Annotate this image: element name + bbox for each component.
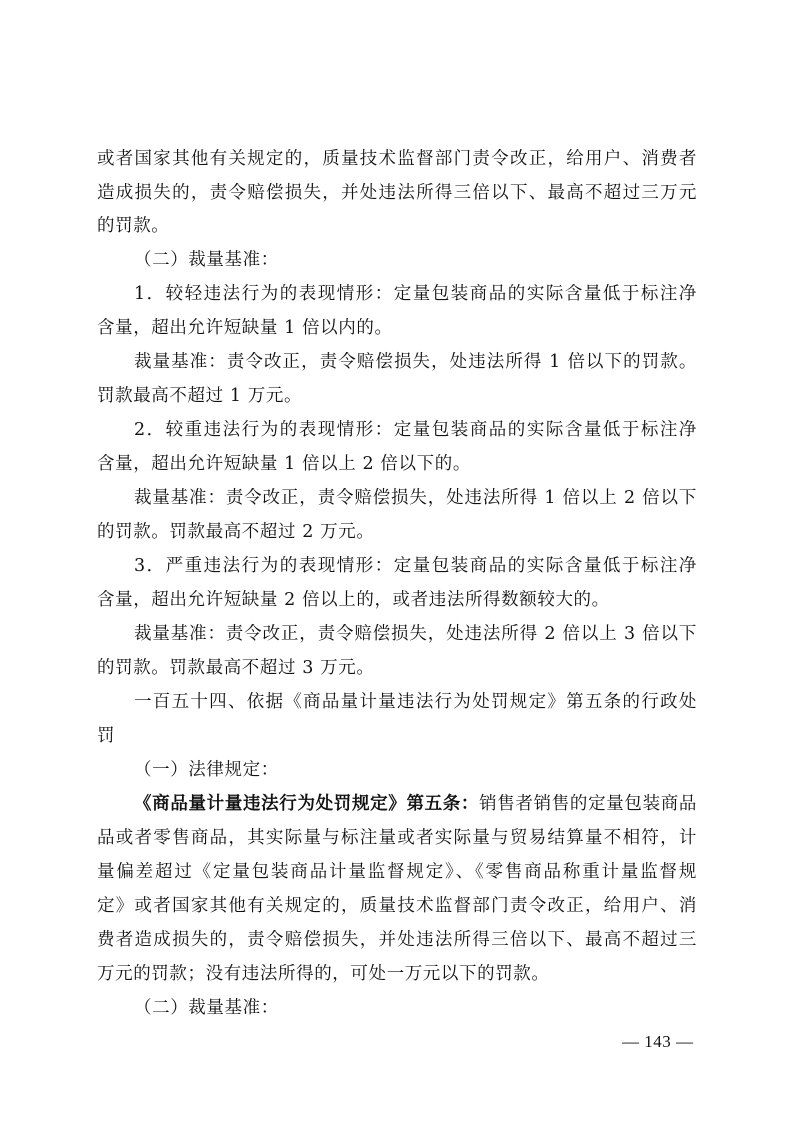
paragraph-line: 含量，超出允许短缺量 2 倍以上的，或者违法所得数额较大的。 bbox=[97, 590, 610, 610]
section-heading: （二）裁量基准： bbox=[134, 250, 279, 270]
paragraph-line: 品或者零售商品，其实际量与标注量或者实际量与贸易结算量不相符，计 bbox=[97, 828, 697, 848]
paragraph-line: 罚款最高不超过 1 万元。 bbox=[97, 386, 303, 406]
paragraph-line: 含量，超出允许短缺量 1 倍以内的。 bbox=[97, 318, 393, 338]
article-heading: 一百五十四、依据《商品量计量违法行为处罚规定》第五条的行政处 bbox=[134, 692, 697, 712]
law-text: 销售者销售的定量包装商品 bbox=[479, 794, 698, 814]
paragraph-line: 1．较轻违法行为的表现情形：定量包装商品的实际含量低于标注净 bbox=[134, 284, 697, 304]
article-heading-continued: 罚 bbox=[97, 726, 116, 746]
page-number: — 143 — bbox=[622, 1032, 694, 1051]
paragraph-line: 含量，超出允许短缺量 1 倍以上 2 倍以下的。 bbox=[97, 454, 471, 474]
paragraph-line: 定》或者国家其他有关规定的，质量技术监督部门责令改正，给用户、消 bbox=[97, 896, 697, 916]
paragraph-line: 裁量基准：责令改正，责令赔偿损失，处违法所得 1 倍以下的罚款。 bbox=[134, 352, 697, 372]
paragraph-line: 造成损失的，责令赔偿损失，并处违法所得三倍以下、最高不超过三万元 bbox=[97, 183, 697, 203]
section-heading: （一）法律规定： bbox=[134, 760, 279, 780]
paragraph-line-with-citation bbox=[134, 792, 697, 816]
paragraph-line: 量偏差超过《定量包装商品计量监督规定》、《零售商品称重计量监督规 bbox=[97, 862, 697, 882]
paragraph-line: 的罚款。罚款最高不超过 3 万元。 bbox=[97, 658, 375, 678]
paragraph-line: 万元的罚款；没有违法所得的，可处一万元以下的罚款。 bbox=[97, 964, 550, 984]
paragraph-line: 裁量基准：责令改正，责令赔偿损失，处违法所得 2 倍以上 3 倍以下 bbox=[134, 624, 697, 644]
paragraph-line: 的罚款。 bbox=[97, 216, 170, 236]
paragraph-line: 的罚款。罚款最高不超过 2 万元。 bbox=[97, 522, 375, 542]
section-heading: （二）裁量基准： bbox=[134, 998, 279, 1018]
law-citation: 《商品量计量违法行为处罚规定》第五条： bbox=[134, 794, 480, 814]
paragraph-line: 2．较重违法行为的表现情形：定量包装商品的实际含量低于标注净 bbox=[134, 420, 697, 440]
paragraph-line: 或者国家其他有关规定的，质量技术监督部门责令改正，给用户、消费者 bbox=[97, 149, 697, 169]
paragraph-line: 费者造成损失的，责令赔偿损失，并处违法所得三倍以下、最高不超过三 bbox=[97, 930, 697, 950]
paragraph-line: 3．严重违法行为的表现情形：定量包装商品的实际含量低于标注净 bbox=[134, 556, 697, 576]
paragraph-line: 裁量基准：责令改正，责令赔偿损失，处违法所得 1 倍以上 2 倍以下 bbox=[134, 488, 697, 508]
